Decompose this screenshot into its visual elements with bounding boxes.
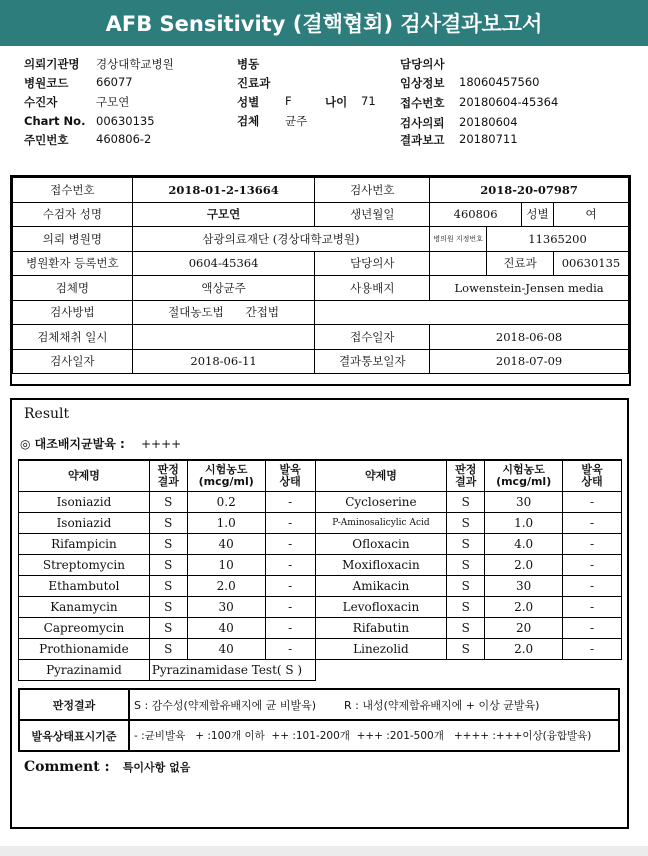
judge-result: S xyxy=(447,618,485,639)
specimen-label: 검체명 xyxy=(13,276,133,301)
judge-result: S xyxy=(149,555,187,576)
value: 00630135 xyxy=(96,114,155,128)
test-no: 2018-20-07987 xyxy=(430,178,629,203)
sex: 여 xyxy=(553,202,628,227)
reception-no: 2018-01-2-13664 xyxy=(132,178,315,203)
hospital-code-label: 병의원 지정번호 xyxy=(430,227,487,252)
judge-result: S xyxy=(149,597,187,618)
growth-status: - xyxy=(265,513,315,534)
judge-result: S xyxy=(447,597,485,618)
reception-no-label: 접수번호 xyxy=(13,178,133,203)
birth-label: 생년월일 xyxy=(315,202,430,227)
label: 검사의뢰 xyxy=(400,116,445,130)
label: 검체 xyxy=(237,114,260,128)
specimen: 액상균주 xyxy=(132,276,315,301)
reported-label: 결과통보일자 xyxy=(315,349,430,374)
drug-name: P-Aminosalicylic Acid xyxy=(315,513,447,534)
collect-label: 검체채취 일시 xyxy=(13,325,133,350)
drug-header: 약제명 xyxy=(19,460,150,492)
control-label: ◎ 대조배지균발육 : xyxy=(20,437,125,451)
pza-drug: Pyrazinamid xyxy=(19,660,150,681)
footer-strip xyxy=(0,846,648,856)
drug-name: Rifabutin xyxy=(315,618,447,639)
reg-no: 0604-45364 xyxy=(132,251,315,276)
drug-name: Ethambutol xyxy=(19,576,150,597)
test-conc: 30 xyxy=(187,597,265,618)
method-1: 절대농도법 xyxy=(168,305,224,320)
drug-row xyxy=(19,597,622,618)
drug-name: Rifampicin xyxy=(19,534,150,555)
drug-row xyxy=(19,639,622,660)
growth-status: - xyxy=(563,618,622,639)
value: 균주 xyxy=(285,114,308,128)
judge-result: S xyxy=(447,534,485,555)
result-heading: Result xyxy=(24,406,70,422)
growth-status: - xyxy=(563,555,622,576)
drug-name: Levofloxacin xyxy=(315,597,447,618)
growth-status: - xyxy=(265,618,315,639)
test-conc: 10 xyxy=(187,555,265,576)
value: 20180604-45364 xyxy=(459,95,559,109)
value: 66077 xyxy=(96,75,133,89)
drug-row xyxy=(19,492,622,513)
legend-table xyxy=(18,688,620,752)
label: 담당의사 xyxy=(400,57,445,71)
test-conc: 4.0 xyxy=(485,534,563,555)
label: 병동 xyxy=(237,57,260,71)
tested-label: 검사일자 xyxy=(13,349,133,374)
growth-status: - xyxy=(563,492,622,513)
drug-table xyxy=(18,459,622,681)
growth-status: - xyxy=(265,639,315,660)
comment xyxy=(24,756,190,775)
drug-name: Kanamycin xyxy=(19,597,150,618)
growth-legend-text: - :균비발육 + :100개 이하 ++ :101-200개 +++ :201-500개 ++++ :+++이상(융합발육) xyxy=(129,720,619,751)
judge-header: 판정 결과 xyxy=(447,460,485,492)
pza-test: Pyrazinamidase Test( S ) xyxy=(149,660,315,681)
drug-header: 약제명 xyxy=(315,460,447,492)
growth-status: - xyxy=(265,492,315,513)
label: 진료과 xyxy=(237,76,271,90)
judge-header: 판정 결과 xyxy=(149,460,187,492)
judge-result: S xyxy=(447,576,485,597)
hospital-label: 의뢰 병원명 xyxy=(13,227,133,252)
drug-name: Prothionamide xyxy=(19,639,150,660)
patient-name: 구모연 xyxy=(132,202,315,227)
label: 성별 xyxy=(237,95,260,109)
value: 경상대학교병원 xyxy=(96,57,174,71)
value: 구모연 xyxy=(96,95,130,109)
label: 접수번호 xyxy=(400,96,445,110)
growth-status: - xyxy=(563,639,622,660)
conc-header: 시험농도 (mcg/ml) xyxy=(485,460,563,492)
test-conc: 1.0 xyxy=(187,513,265,534)
growth-header: 발육 상태 xyxy=(265,460,315,492)
value: 20180604 xyxy=(459,115,518,129)
value: 460806-2 xyxy=(96,132,152,146)
judge-result: S xyxy=(149,576,187,597)
drug-row xyxy=(19,534,622,555)
drug-row xyxy=(19,555,622,576)
tested: 2018-06-11 xyxy=(132,349,315,374)
conc-header: 시험농도 (mcg/ml) xyxy=(187,460,265,492)
hospital: 삼광의료재단 (경상대학교병원) xyxy=(132,227,429,252)
test-no-label: 검사번호 xyxy=(315,178,430,203)
pza-empty xyxy=(315,660,621,681)
dept-label: 진료과 xyxy=(487,251,554,276)
media-label: 사용배지 xyxy=(315,276,430,301)
judge-result: S xyxy=(447,639,485,660)
judge-result: S xyxy=(447,492,485,513)
drug-row xyxy=(19,576,622,597)
drug-name: Linezolid xyxy=(315,639,447,660)
growth-status: - xyxy=(265,576,315,597)
test-conc: 30 xyxy=(485,492,563,513)
method-label: 검사방법 xyxy=(13,300,133,325)
reported: 2018-07-09 xyxy=(430,349,629,374)
value: 20180711 xyxy=(459,132,518,146)
test-conc: 0.2 xyxy=(187,492,265,513)
birth: 460806 xyxy=(430,202,522,227)
value: F xyxy=(285,94,292,108)
judge-legend-label: 판정결과 xyxy=(19,689,129,720)
label: 병원코드 xyxy=(24,76,69,90)
judge-result: S xyxy=(149,639,187,660)
judge-result: S xyxy=(447,555,485,576)
growth-status: - xyxy=(563,534,622,555)
report-title: AFB Sensitivity (결핵협회) 검사결과보고서 xyxy=(0,0,648,46)
label: 결과보고 xyxy=(400,133,445,147)
age-label: 나이 xyxy=(325,95,348,109)
hospital-code: 11365200 xyxy=(487,227,629,252)
drug-name: Moxifloxacin xyxy=(315,555,447,576)
reg-no-label: 병원환자 등록번호 xyxy=(13,251,133,276)
growth-header: 발육 상태 xyxy=(563,460,622,492)
test-conc: 40 xyxy=(187,534,265,555)
judge-legend-text: S : 감수성(약제함유배지에 균 비발육) R : 내성(약제함유배지에 + 이상 균발육) xyxy=(129,689,619,720)
drug-row xyxy=(19,618,622,639)
control-growth xyxy=(20,435,181,452)
drug-name: Isoniazid xyxy=(19,513,150,534)
received: 2018-06-08 xyxy=(430,325,629,350)
value: 18060457560 xyxy=(459,75,540,89)
patient-name-label: 수검자 성명 xyxy=(13,202,133,227)
drug-row xyxy=(19,513,622,534)
comment-label: Comment : xyxy=(24,759,110,775)
drug-name: Capreomycin xyxy=(19,618,150,639)
growth-status: - xyxy=(563,576,622,597)
doctor xyxy=(430,251,487,276)
receipt-table xyxy=(12,177,629,374)
control-value: ++++ xyxy=(140,437,182,451)
growth-status: - xyxy=(265,597,315,618)
comment-text: 특이사항 없음 xyxy=(122,761,191,774)
judge-result: S xyxy=(447,513,485,534)
drug-name: Cycloserine xyxy=(315,492,447,513)
method xyxy=(132,300,315,325)
growth-status: - xyxy=(265,534,315,555)
drug-name: Streptomycin xyxy=(19,555,150,576)
doctor-label: 담당의사 xyxy=(315,251,430,276)
test-conc: 2.0 xyxy=(485,555,563,576)
test-conc: 2.0 xyxy=(187,576,265,597)
test-conc: 40 xyxy=(187,618,265,639)
label: 의뢰기관명 xyxy=(24,57,80,71)
dept: 00630135 xyxy=(553,251,628,276)
growth-legend-label: 발육상태표시기준 xyxy=(19,720,129,751)
judge-result: S xyxy=(149,618,187,639)
media: Lowenstein-Jensen media xyxy=(430,276,629,301)
method-empty xyxy=(315,300,629,325)
judge-result: S xyxy=(149,513,187,534)
method-2: 간접법 xyxy=(245,305,279,320)
drug-name: Ofloxacin xyxy=(315,534,447,555)
label: 주민번호 xyxy=(24,133,69,147)
growth-status: - xyxy=(563,597,622,618)
judge-result: S xyxy=(149,534,187,555)
test-conc: 1.0 xyxy=(485,513,563,534)
judge-result: S xyxy=(149,492,187,513)
test-conc: 2.0 xyxy=(485,639,563,660)
test-conc: 30 xyxy=(485,576,563,597)
test-conc: 20 xyxy=(485,618,563,639)
label: 임상정보 xyxy=(400,76,445,90)
label: Chart No. xyxy=(24,114,86,128)
growth-status: - xyxy=(563,513,622,534)
drug-name: Amikacin xyxy=(315,576,447,597)
collect xyxy=(132,325,315,350)
received-label: 접수일자 xyxy=(315,325,430,350)
age-value: 71 xyxy=(361,94,376,108)
label: 수진자 xyxy=(24,95,58,109)
sex-label: 성별 xyxy=(522,202,554,227)
test-conc: 2.0 xyxy=(485,597,563,618)
growth-status: - xyxy=(265,555,315,576)
test-conc: 40 xyxy=(187,639,265,660)
drug-name: Isoniazid xyxy=(19,492,150,513)
